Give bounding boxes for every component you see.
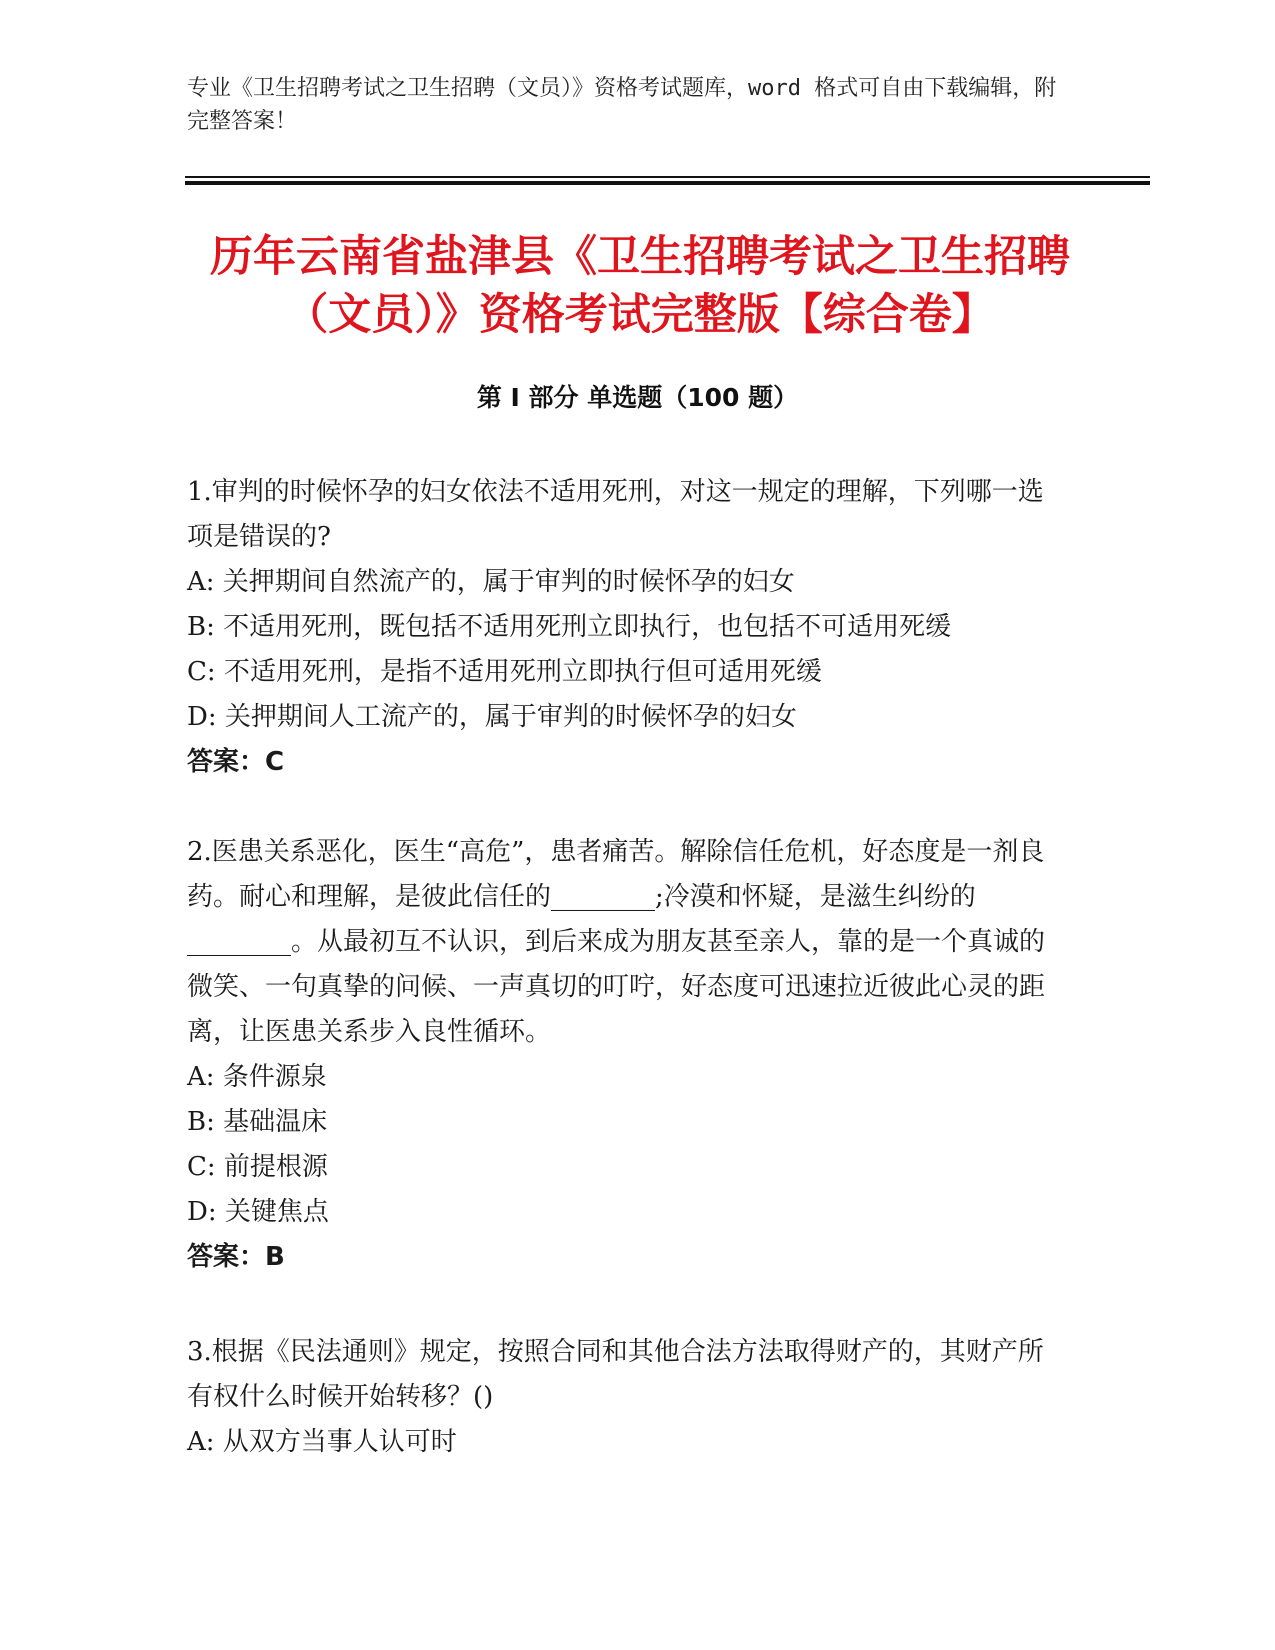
header-note: 专业《卫生招聘考试之卫生招聘（文员）》资格考试题库，word 格式可自由下载编辑，附完整答案！ (187, 76, 1057, 134)
option-b: B: 基础温床 (187, 1107, 328, 1137)
answer-line: 答案：C (187, 747, 285, 777)
option-c: C: 不适用死刑，是指不适用死刑立即执行但可适用死缓 (187, 657, 822, 687)
section-title: 第 I 部分 单选题（100 题） (476, 383, 799, 412)
header-divider-thin (185, 176, 1150, 178)
document-title: 历年云南省盐津县《卫生招聘考试之卫生招聘（文员）》资格考试完整版【综合卷】 (210, 232, 1070, 340)
question-2 (187, 830, 1067, 1280)
option-d: D: 关键焦点 (187, 1197, 329, 1227)
question-1 (187, 470, 1067, 785)
option-a: A: 从双方当事人认可时 (187, 1427, 457, 1457)
question-stem: 1.审判的时候怀孕的妇女依法不适用死刑，对这一规定的理解，下列哪一选项是错误的? (187, 477, 1044, 552)
option-a: A: 条件源泉 (187, 1062, 327, 1092)
answer-line: 答案：B (187, 1242, 285, 1272)
question-stem: 2.医患关系恶化，医生“高危”，患者痛苦。解除信任危机，好态度是一剂良药。耐心和理解，是彼此信任的________;冷漠和怀疑，是滋生纠纷的________。从最初互不认识，到后来成为朋友甚至亲人，靠的是一个真诚的微笑、一句真挚的问候、一声真切的叮咛，好态度可迅速拉近彼此心灵的距离，让医患关系步入良性循环。 (187, 837, 1046, 1047)
option-d: D: 关押期间人工流产的，属于审判的时候怀孕的妇女 (187, 702, 797, 732)
option-a: A: 关押期间自然流产的，属于审判的时候怀孕的妇女 (187, 567, 795, 597)
option-b: B: 不适用死刑，既包括不适用死刑立即执行，也包括不可适用死缓 (187, 612, 952, 642)
question-3 (187, 1330, 1067, 1465)
option-c: C: 前提根源 (187, 1152, 328, 1182)
question-stem: 3.根据《民法通则》规定，按照合同和其他合法方法取得财产的，其财产所有权什么时候开始转移？() (187, 1337, 1044, 1412)
header-divider-thick (185, 181, 1150, 185)
